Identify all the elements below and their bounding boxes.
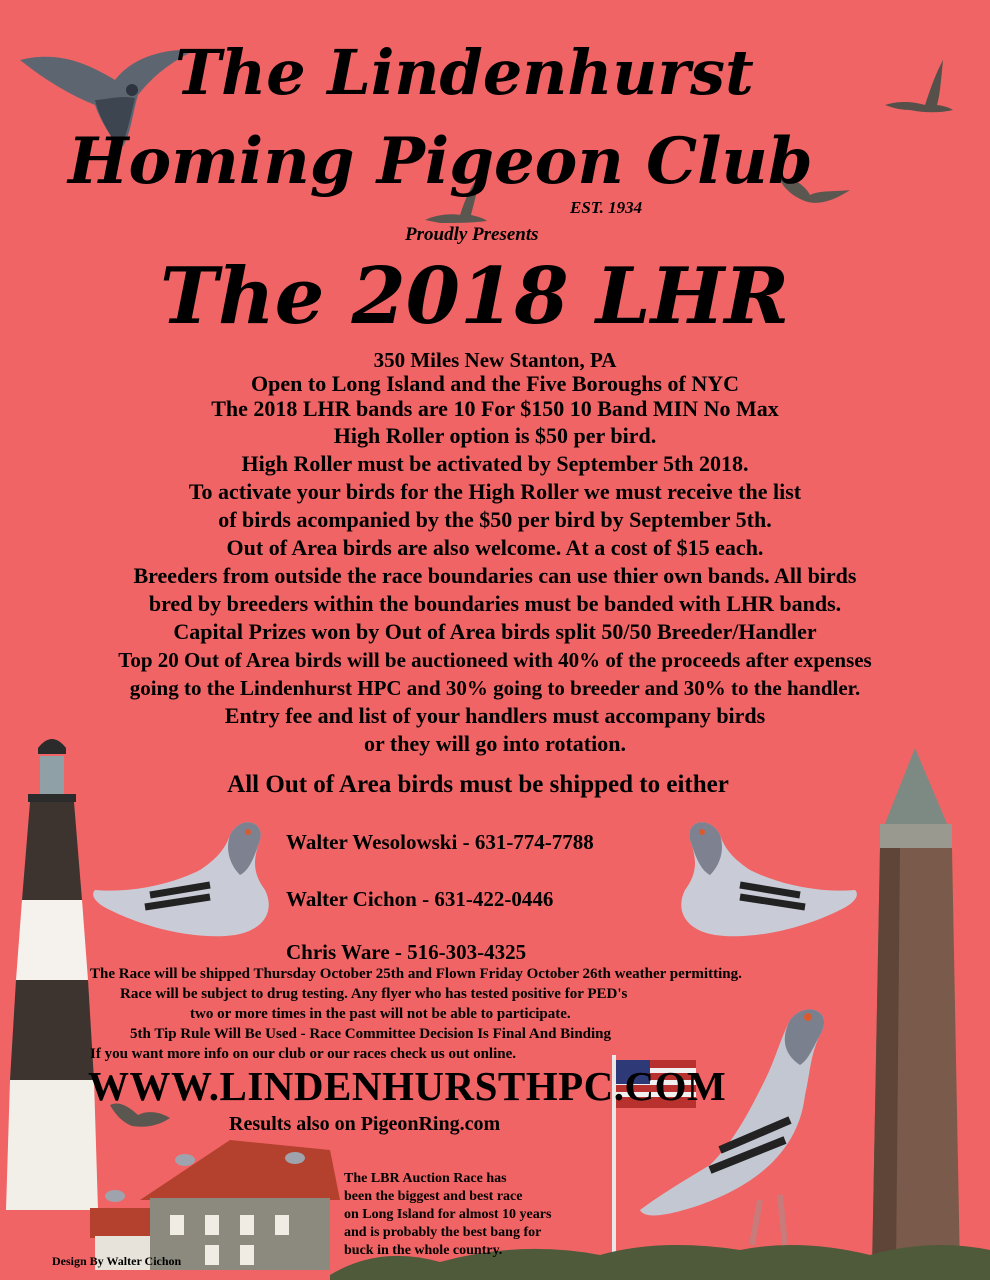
race-note: Race will be subject to drug testing. Any flyer who has tested positive for PED's: [120, 986, 628, 1002]
auction-line: The LBR Auction Race has: [344, 1171, 507, 1186]
race-note: two or more times in the past will not be able to participate.: [190, 1006, 571, 1022]
contact-chris-ware: Chris Ware - 516-303-4325: [286, 940, 527, 964]
pigeon-left: [93, 822, 269, 936]
event-location: 350 Miles New Stanton, PA: [373, 348, 617, 372]
detail-line: Out of Area birds are also welcome. At a cost of $15 each.: [226, 535, 764, 560]
race-note: The Race will be shipped Thursday October 25th and Flown Friday October 26th weather permitting.: [90, 966, 742, 982]
club-title-line1: The Lindenhurst: [175, 36, 754, 109]
auction-line: been the biggest and best race: [344, 1189, 523, 1204]
detail-line: Open to Long Island and the Five Boroughs of NYC: [251, 371, 739, 396]
pigeon-right: [681, 822, 857, 936]
established-year: EST. 1934: [570, 198, 643, 217]
auction-blurb: [344, 1170, 551, 1260]
auction-line: buck in the whole country.: [344, 1243, 503, 1258]
detail-line: Breeders from outside the race boundaries can use thier own bands. All birds: [133, 563, 857, 588]
detail-line: Entry fee and list of your handlers must accompany birds: [224, 703, 766, 728]
auction-line: and is probably the best bang for: [344, 1225, 542, 1240]
detail-line: High Roller option is $50 per bird.: [333, 423, 657, 448]
detail-line: The 2018 LHR bands are 10 For $150 10 Band MIN No Max: [211, 396, 779, 421]
event-title: The 2018 LHR: [160, 251, 790, 342]
contact-walter-wesolowski: Walter Wesolowski - 631-774-7788: [286, 830, 594, 854]
design-credit: Design By Walter Cichon: [52, 1254, 182, 1268]
race-notes: [90, 964, 890, 1064]
shipping-heading: All Out of Area birds must be shipped to either: [227, 771, 729, 798]
race-note: If you want more info on our club or our races check us out online.: [90, 1046, 516, 1062]
detail-line: Top 20 Out of Area birds will be auctioneed with 40% of the proceeds after expenses: [118, 648, 872, 672]
detail-line: of birds acompanied by the $50 per bird by September 5th.: [218, 507, 772, 532]
auction-line: on Long Island for almost 10 years: [344, 1207, 552, 1222]
detail-line: going to the Lindenhurst HPC and 30% going to breeder and 30% to the handler.: [129, 676, 861, 700]
detail-line: bred by breeders within the boundaries must be banded with LHR bands.: [148, 591, 842, 616]
event-details: [0, 372, 990, 758]
small-pigeons-rooftop: [105, 1152, 305, 1202]
results-note: Results also on PigeonRing.com: [229, 1113, 501, 1135]
contact-walter-cichon: Walter Cichon - 631-422-0446: [286, 887, 554, 911]
club-title-line2: Homing Pigeon Club: [68, 124, 813, 199]
website-link[interactable]: WWW.LINDENHURSTHPC.COM: [88, 1063, 727, 1109]
race-note: 5th Tip Rule Will Be Used - Race Committee Decision Is Final And Binding: [130, 1026, 612, 1042]
detail-line: To activate your birds for the High Roller we must receive the list: [188, 479, 802, 504]
detail-line: or they will go into rotation.: [364, 731, 626, 756]
proudly-presents: Proudly Presents: [405, 224, 539, 245]
detail-line: High Roller must be activated by September 5th 2018.: [241, 451, 749, 476]
detail-line: Capital Prizes won by Out of Area birds split 50/50 Breeder/Handler: [173, 619, 817, 644]
